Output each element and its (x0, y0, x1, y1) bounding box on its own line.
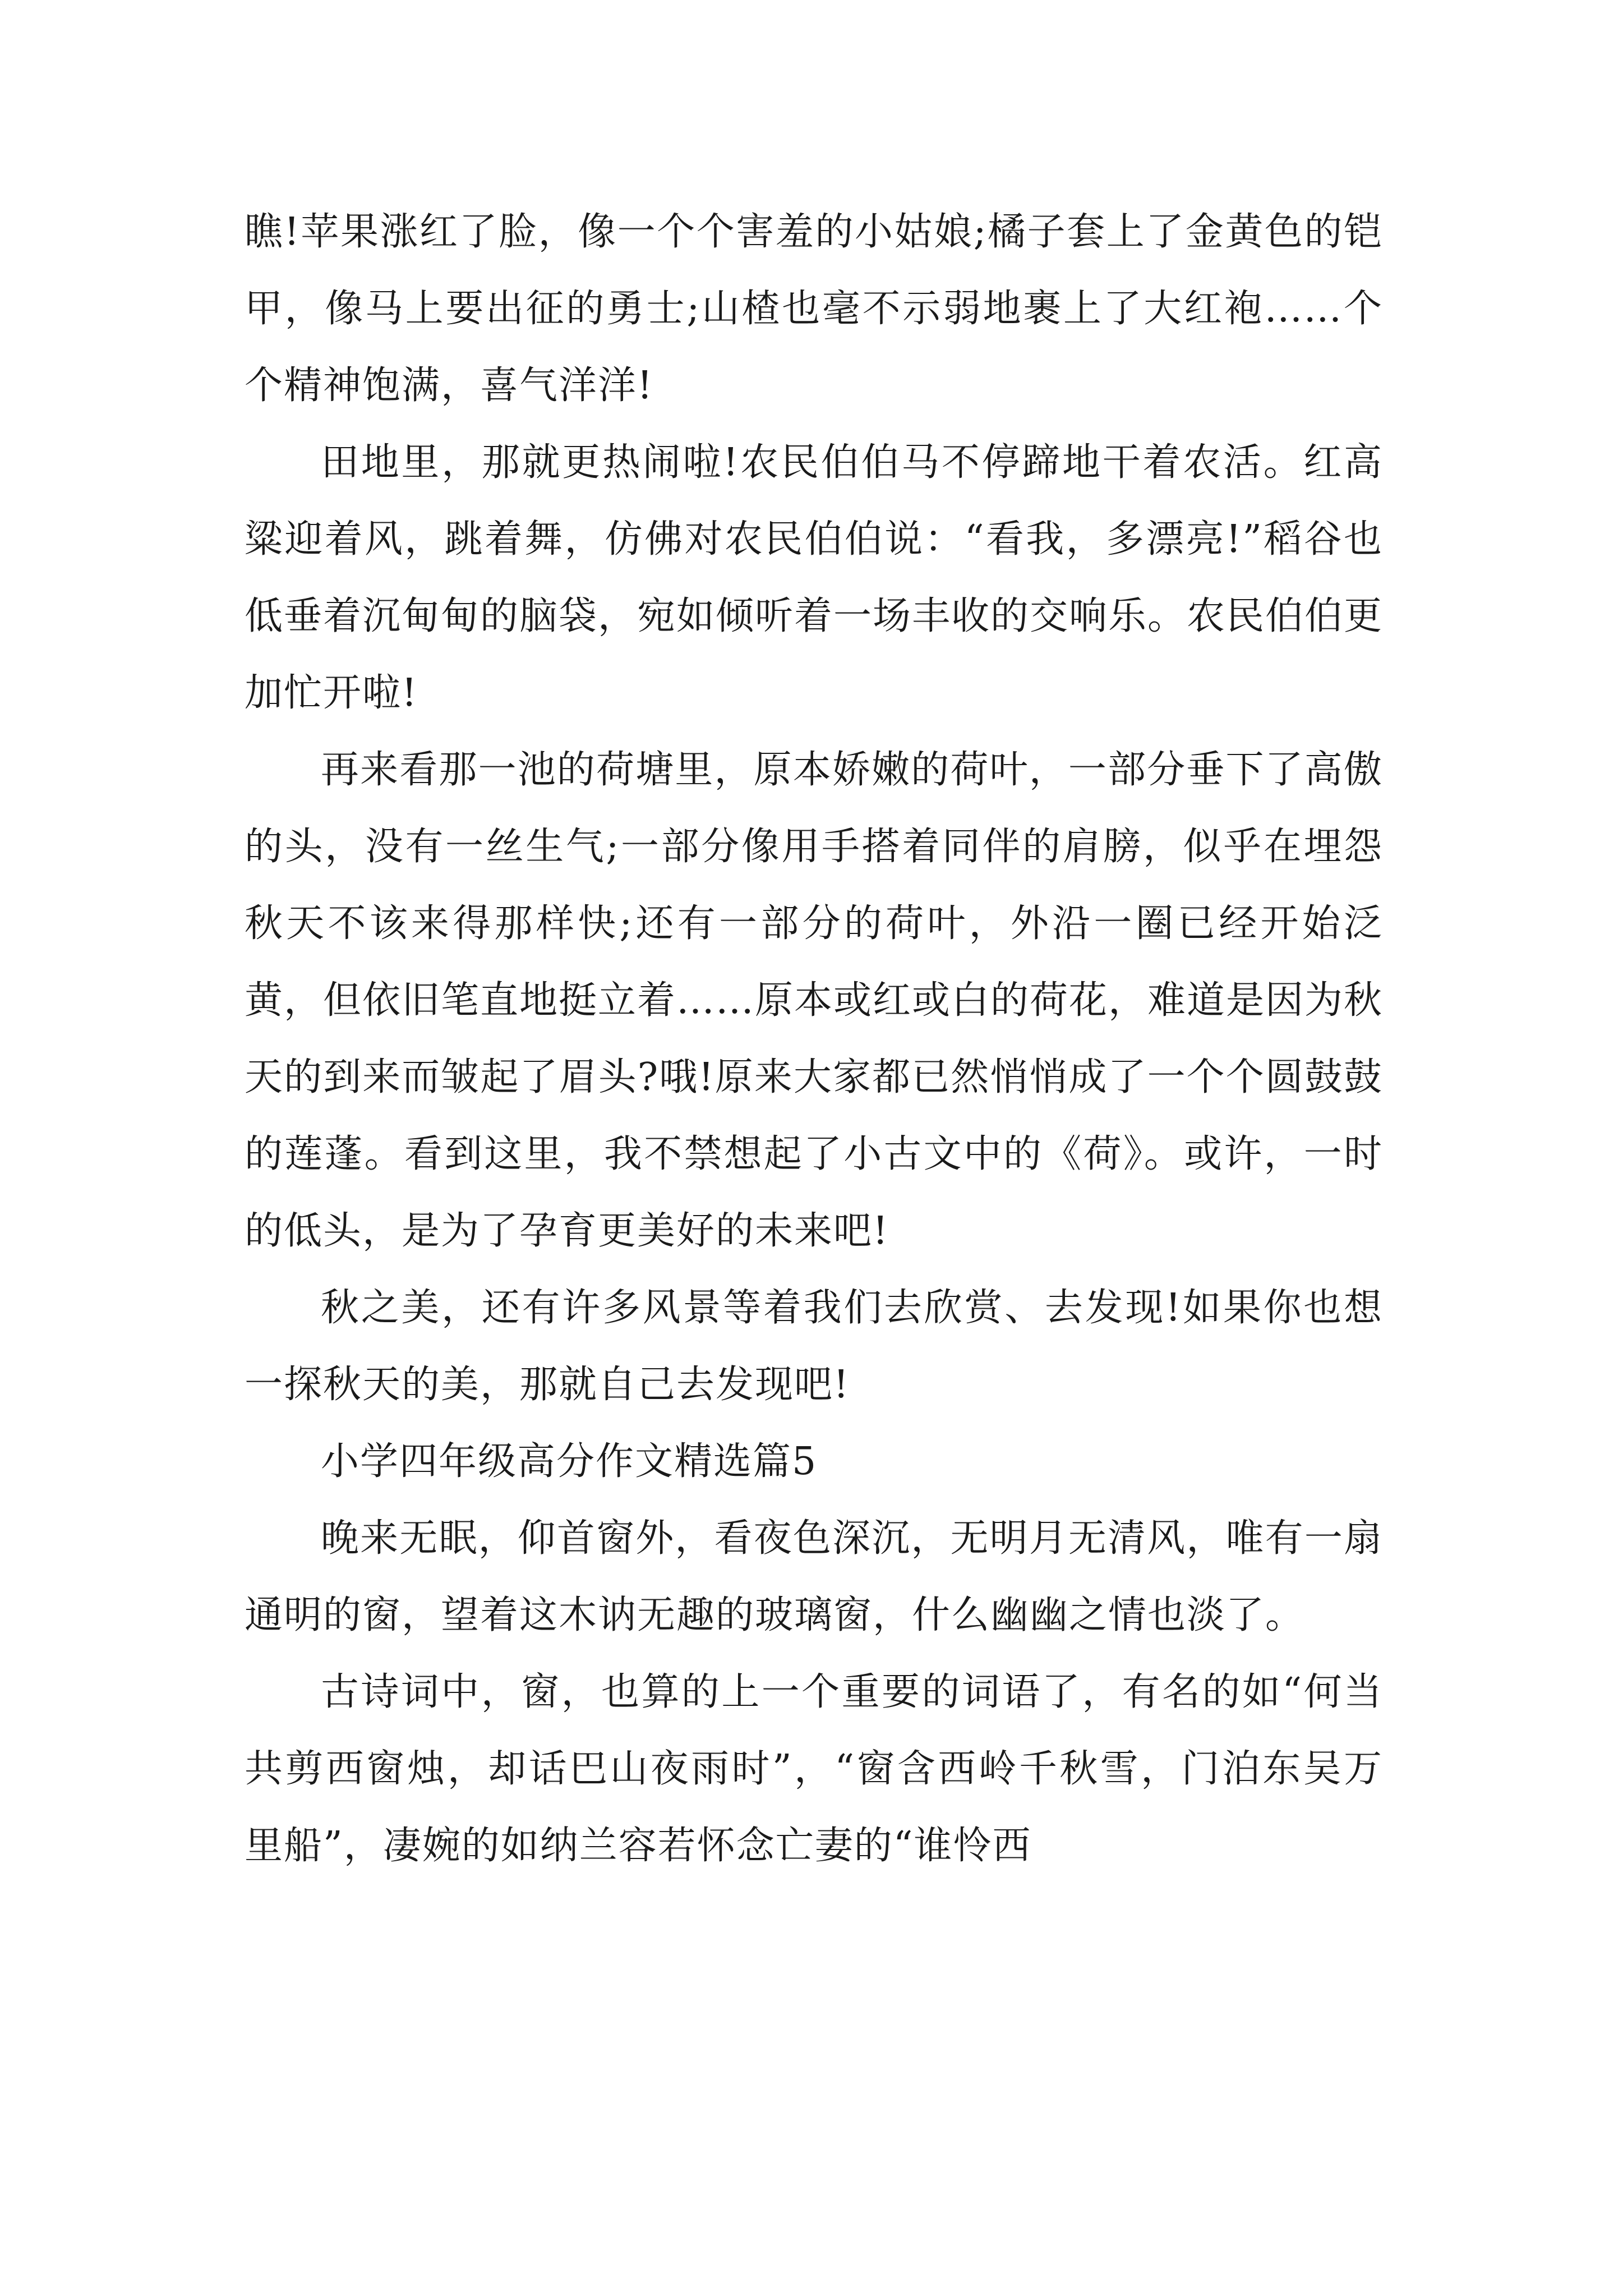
paragraph: 瞧!苹果涨红了脸，像一个个害羞的小姑娘;橘子套上了金黄色的铠甲，像马上要出征的勇士;山楂也毫不示弱地裹上了大红袍……个个精神饱满，喜气洋洋! (245, 210, 1383, 408)
paragraph: 田地里，那就更热闹啦!农民伯伯马不停蹄地干着农活。红高粱迎着风，跳着舞，仿佛对农民伯伯说：“看我，多漂亮!”稻谷也低垂着沉甸甸的脑袋，宛如倾听着一场丰收的交响乐。农民伯伯更加忙开啦! (245, 440, 1384, 715)
paragraph: 古诗词中，窗，也算的上一个重要的词语了，有名的如“何当共剪西窗烛，却话巴山夜雨时”，“窗含西岭千秋雪，门泊东吴万里船”，凄婉的如纳兰容若怀念亡妻的“谁怜西 (245, 1670, 1383, 1868)
paragraph: 秋之美，还有许多风景等着我们去欣赏、去发现!如果你也想一探秋天的美，那就自己去发现吧! (245, 1286, 1383, 1407)
section-heading: 小学四年级高分作文精选篇5 (321, 1439, 818, 1484)
paragraph: 晚来无眠，仰首窗外，看夜色深沉，无明月无清风，唯有一扇通明的窗，望着这木讷无趣的玻璃窗，什么幽幽之情也淡了。 (245, 1516, 1383, 1637)
paragraph: 再来看那一池的荷塘里，原本娇嫩的荷叶，一部分垂下了高傲的头，没有一丝生气;一部分像用手搭着同伴的肩膀，似乎在埋怨秋天不该来得那样快;还有一部分的荷叶，外沿一圈已经开始泛黄，但依旧笔直地挺立着……原本或红或白的荷花，难道是因为秋天的到来而皱起了眉头?哦!原来大家都已然悄悄成了一个个圆鼓鼓的莲蓬。看到这里，我不禁想起了小古文中的《荷》。或许，一时的低头，是为了孕育更美好的未来吧! (245, 748, 1384, 1253)
document-body (245, 194, 1383, 1884)
